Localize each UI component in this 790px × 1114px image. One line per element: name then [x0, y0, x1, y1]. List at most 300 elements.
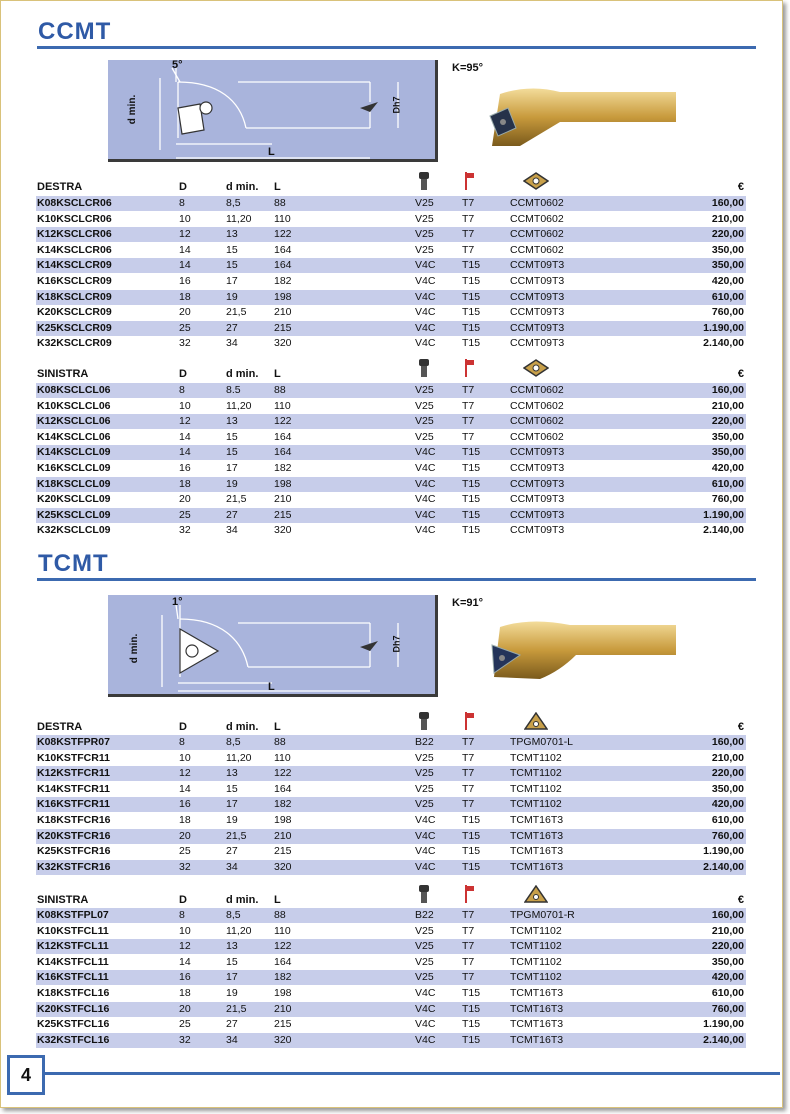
row-dmin: 11,20 [226, 751, 252, 764]
row-l: 182 [274, 462, 292, 474]
table-row [36, 212, 746, 227]
header-currency: € [737, 368, 744, 380]
row-dmin: 15 [226, 430, 238, 443]
header-d: D [179, 368, 187, 380]
table-row [36, 321, 746, 336]
row-d: 8 [179, 197, 185, 209]
header-name: SINISTRA [37, 368, 89, 380]
row-key: T15 [462, 1002, 481, 1015]
row-insert: CCMT09T3 [510, 477, 565, 490]
row-price: 610,00 [711, 477, 744, 490]
row-key: T7 [462, 767, 475, 780]
row-code: K16KSTFCR11 [37, 798, 110, 811]
row-code: K12KSCLCL06 [37, 415, 111, 428]
row-key: T7 [462, 751, 475, 764]
row-code: K14KSCLCL09 [37, 446, 111, 459]
row-d: 8 [179, 384, 185, 396]
row-screw: V4C [415, 337, 436, 350]
row-screw: B22 [415, 736, 434, 748]
angle-label: 1° [172, 596, 183, 608]
length-label: L [268, 146, 275, 158]
angle-label: 5° [172, 59, 183, 71]
insert-triangle-icon [524, 885, 548, 903]
row-price: 210,00 [711, 751, 744, 764]
row-key: T15 [462, 860, 481, 873]
row-code: K08KSTFPL07 [37, 909, 109, 921]
row-key: T15 [462, 524, 481, 537]
row-key: T15 [462, 290, 481, 303]
row-insert: CCMT09T3 [510, 259, 565, 272]
row-screw: V25 [415, 751, 434, 764]
row-insert: TCMT16T3 [510, 829, 564, 842]
table-header [36, 893, 746, 908]
row-l: 182 [274, 971, 292, 984]
table-row [36, 477, 746, 492]
row-key: T15 [462, 829, 481, 842]
row-code: K08KSCLCL06 [37, 384, 111, 396]
row-d: 25 [179, 1018, 191, 1031]
dmin-label: d min. [127, 94, 139, 125]
row-code: K10KSCLCR06 [37, 212, 112, 225]
row-key: T7 [462, 909, 475, 921]
row-key: T15 [462, 845, 481, 858]
row-d: 20 [179, 1002, 191, 1015]
row-l: 110 [274, 399, 291, 412]
row-key: T7 [462, 430, 475, 443]
row-l: 198 [274, 987, 292, 999]
row-key: T7 [462, 782, 475, 795]
table-row [36, 735, 746, 750]
section-title-ccmt: CCMT [38, 18, 112, 45]
row-code: K14KSCLCR06 [37, 243, 112, 256]
row-insert: CCMT0602 [510, 212, 564, 225]
header-dmin: d min. [226, 368, 259, 380]
key-icon [464, 885, 476, 903]
row-code: K20KSTFCL16 [37, 1002, 110, 1015]
row-d: 12 [179, 767, 191, 780]
row-price: 760,00 [711, 829, 744, 842]
row-dmin: 15 [226, 782, 238, 795]
row-key: T15 [462, 462, 481, 474]
k-angle-label: K=95° [452, 62, 484, 74]
row-dmin: 27 [226, 845, 238, 858]
row-code: K10KSTFCL11 [37, 924, 109, 937]
table-row [36, 336, 746, 351]
row-insert: CCMT09T3 [510, 337, 565, 350]
row-screw: V4C [415, 477, 436, 490]
row-d: 10 [179, 751, 191, 764]
row-insert: CCMT0602 [510, 243, 564, 256]
header-dmin: d min. [226, 721, 259, 733]
row-dmin: 11,20 [226, 399, 252, 412]
dh7-label: Dh7 [391, 635, 402, 653]
row-dmin: 34 [226, 860, 238, 873]
row-insert: TPGM0701-R [510, 909, 575, 921]
row-dmin: 13 [226, 940, 238, 953]
row-price: 350,00 [711, 243, 744, 256]
row-price: 420,00 [711, 275, 744, 287]
row-dmin: 8,5 [226, 736, 241, 748]
table-row [36, 414, 746, 429]
row-price: 760,00 [711, 306, 744, 319]
row-insert: TCMT1102 [510, 940, 562, 953]
section-title-tcmt: TCMT [38, 550, 109, 577]
row-key: T15 [462, 814, 481, 826]
row-insert: CCMT0602 [510, 430, 564, 443]
row-screw: V4C [415, 1018, 436, 1031]
row-key: T15 [462, 493, 481, 506]
table-row [36, 955, 746, 970]
row-code: K18KSTFCL16 [37, 987, 110, 999]
row-d: 32 [179, 1033, 191, 1046]
row-insert: CCMT09T3 [510, 446, 565, 459]
row-insert: CCMT09T3 [510, 493, 565, 506]
row-l: 215 [274, 508, 292, 521]
row-screw: B22 [415, 909, 434, 921]
table-row [36, 243, 746, 258]
row-price: 760,00 [711, 493, 744, 506]
row-dmin: 8.5 [226, 384, 241, 396]
row-key: T15 [462, 1033, 481, 1046]
row-insert: CCMT0602 [510, 415, 564, 428]
row-dmin: 15 [226, 446, 238, 459]
row-code: K16KSCLCL09 [37, 462, 111, 474]
header-dmin: d min. [226, 181, 259, 193]
row-d: 20 [179, 493, 191, 506]
row-code: K18KSCLCL09 [37, 477, 111, 490]
row-price: 610,00 [711, 290, 744, 303]
row-screw: V4C [415, 814, 436, 826]
row-l: 88 [274, 384, 286, 396]
row-code: K32KSCLCR09 [37, 337, 112, 350]
row-key: T7 [462, 243, 475, 256]
row-d: 14 [179, 955, 191, 968]
row-d: 25 [179, 845, 191, 858]
row-code: K25KSTFCR16 [37, 845, 111, 858]
row-code: K20KSTFCR16 [37, 829, 111, 842]
table-row [36, 196, 746, 211]
row-l: 110 [274, 212, 291, 225]
header-l: L [274, 894, 281, 906]
row-screw: V4C [415, 446, 436, 459]
row-dmin: 27 [226, 321, 238, 334]
row-price: 1.190,00 [703, 1018, 744, 1031]
row-d: 14 [179, 259, 191, 272]
row-l: 320 [274, 337, 292, 350]
table-row [36, 290, 746, 305]
row-l: 122 [274, 940, 292, 953]
row-l: 164 [274, 430, 292, 443]
row-l: 122 [274, 228, 292, 241]
row-screw: V4C [415, 321, 436, 334]
row-code: K18KSCLCR09 [37, 290, 112, 303]
row-dmin: 19 [226, 814, 238, 826]
header-currency: € [737, 721, 744, 733]
row-d: 32 [179, 524, 191, 537]
row-l: 164 [274, 782, 292, 795]
table-row [36, 305, 746, 320]
row-code: K16KSTFCL11 [37, 971, 109, 984]
row-insert: CCMT0602 [510, 399, 564, 412]
row-screw: V25 [415, 924, 434, 937]
row-screw: V25 [415, 955, 434, 968]
header-name: DESTRA [37, 181, 83, 193]
row-key: T15 [462, 259, 481, 272]
row-d: 16 [179, 275, 191, 287]
row-d: 12 [179, 228, 191, 241]
row-dmin: 21,5 [226, 306, 247, 319]
table-row [36, 797, 746, 812]
row-screw: V4C [415, 493, 436, 506]
header-name: DESTRA [37, 721, 83, 733]
row-code: K32KSTFCL16 [37, 1033, 110, 1046]
table-row [36, 860, 746, 875]
header-currency: € [737, 181, 744, 193]
row-dmin: 19 [226, 290, 238, 303]
row-d: 18 [179, 477, 191, 490]
row-l: 215 [274, 1018, 292, 1031]
row-insert: TCMT16T3 [510, 987, 564, 999]
row-d: 12 [179, 940, 191, 953]
screw-icon [418, 359, 430, 377]
row-l: 210 [274, 1002, 292, 1015]
row-insert: TCMT16T3 [510, 860, 564, 873]
row-code: K14KSTFCL11 [37, 955, 109, 968]
key-icon [464, 172, 476, 190]
row-key: T7 [462, 736, 475, 748]
row-d: 14 [179, 782, 191, 795]
row-code: K20KSCLCR09 [37, 306, 112, 319]
row-l: 198 [274, 814, 292, 826]
row-screw: V25 [415, 228, 434, 241]
row-code: K08KSTFPR07 [37, 736, 110, 748]
header-currency: € [737, 894, 744, 906]
row-d: 12 [179, 415, 191, 428]
row-d: 25 [179, 508, 191, 521]
row-price: 210,00 [711, 924, 744, 937]
row-screw: V25 [415, 243, 434, 256]
row-d: 20 [179, 829, 191, 842]
row-d: 10 [179, 924, 191, 937]
row-insert: TCMT1102 [510, 924, 562, 937]
row-d: 25 [179, 321, 191, 334]
row-price: 2.140,00 [703, 1033, 744, 1046]
row-key: T7 [462, 399, 475, 412]
row-insert: CCMT09T3 [510, 290, 565, 303]
row-d: 8 [179, 909, 185, 921]
tool-diagram-tcmt [108, 595, 438, 697]
header-l: L [274, 721, 281, 733]
row-screw: V4C [415, 275, 436, 287]
row-insert: TCMT1102 [510, 751, 562, 764]
key-icon [464, 712, 476, 730]
row-dmin: 13 [226, 415, 238, 428]
row-code: K14KSCLCL06 [37, 430, 111, 443]
row-d: 16 [179, 462, 191, 474]
row-screw: V25 [415, 798, 434, 811]
key-icon [464, 359, 476, 377]
row-code: K12KSTFCR11 [37, 767, 110, 780]
screw-icon [418, 712, 430, 730]
table-row [36, 492, 746, 507]
row-key: T7 [462, 197, 475, 209]
row-key: T7 [462, 228, 475, 241]
table-row [36, 461, 746, 476]
row-dmin: 8,5 [226, 909, 241, 921]
row-screw: V4C [415, 860, 436, 873]
row-dmin: 21,5 [226, 493, 247, 506]
row-code: K10KSCLCL06 [37, 399, 111, 412]
row-code: K16KSCLCR09 [37, 275, 112, 287]
row-price: 220,00 [711, 767, 744, 780]
row-key: T7 [462, 798, 475, 811]
row-insert: CCMT09T3 [510, 321, 565, 334]
row-screw: V25 [415, 212, 434, 225]
row-price: 2.140,00 [703, 337, 744, 350]
row-key: T7 [462, 971, 475, 984]
row-dmin: 27 [226, 508, 238, 521]
table-row [36, 924, 746, 939]
tool-photo-tcmt [480, 615, 680, 685]
table-row [36, 766, 746, 781]
row-d: 16 [179, 971, 191, 984]
row-l: 88 [274, 736, 286, 748]
row-code: K25KSTFCL16 [37, 1018, 110, 1031]
row-price: 350,00 [711, 259, 744, 272]
table-row [36, 445, 746, 460]
row-screw: V4C [415, 259, 436, 272]
table-row [36, 274, 746, 289]
row-insert: TPGM0701-L [510, 736, 574, 748]
tool-photo-ccmt [480, 84, 680, 154]
header-name: SINISTRA [37, 894, 89, 906]
row-d: 16 [179, 798, 191, 811]
row-code: K10KSTFCR11 [37, 751, 110, 764]
row-price: 160,00 [711, 197, 744, 209]
row-l: 210 [274, 306, 292, 319]
row-l: 110 [274, 751, 291, 764]
row-price: 1.190,00 [703, 845, 744, 858]
row-screw: V25 [415, 782, 434, 795]
row-screw: V4C [415, 1033, 436, 1046]
insert-rhombus-icon [523, 172, 549, 190]
table-row [36, 1002, 746, 1017]
row-d: 20 [179, 306, 191, 319]
row-price: 610,00 [711, 814, 744, 826]
row-insert: TCMT1102 [510, 767, 562, 780]
row-d: 14 [179, 243, 191, 256]
dmin-label: d min. [129, 633, 141, 664]
table-row [36, 751, 746, 766]
row-price: 160,00 [711, 909, 744, 921]
row-insert: CCMT0602 [510, 384, 564, 396]
table-row [36, 258, 746, 273]
row-insert: CCMT0602 [510, 228, 564, 241]
row-l: 164 [274, 243, 292, 256]
row-d: 14 [179, 446, 191, 459]
row-code: K18KSTFCR16 [37, 814, 111, 826]
header-d: D [179, 894, 187, 906]
header-dmin: d min. [226, 894, 259, 906]
row-code: K12KSTFCL11 [37, 940, 109, 953]
row-key: T7 [462, 384, 475, 396]
row-dmin: 19 [226, 987, 238, 999]
table-row [36, 227, 746, 242]
table-row [36, 813, 746, 828]
row-insert: CCMT09T3 [510, 306, 565, 319]
insert-rhombus-icon [523, 359, 549, 377]
row-key: T7 [462, 940, 475, 953]
row-code: K14KSCLCR09 [37, 259, 112, 272]
row-l: 164 [274, 446, 292, 459]
row-d: 32 [179, 337, 191, 350]
section-rule [37, 578, 756, 581]
row-screw: V25 [415, 767, 434, 780]
row-code: K08KSCLCR06 [37, 197, 112, 209]
row-dmin: 13 [226, 767, 238, 780]
row-key: T15 [462, 508, 481, 521]
header-l: L [274, 181, 281, 193]
table-row [36, 908, 746, 923]
row-l: 88 [274, 909, 286, 921]
row-price: 1.190,00 [703, 321, 744, 334]
row-l: 110 [274, 924, 291, 937]
row-code: K25KSCLCR09 [37, 321, 112, 334]
row-code: K20KSCLCL09 [37, 493, 111, 506]
row-price: 2.140,00 [703, 524, 744, 537]
page-number: 4 [7, 1055, 45, 1095]
row-price: 220,00 [711, 415, 744, 428]
table-row [36, 970, 746, 985]
header-d: D [179, 721, 187, 733]
row-d: 32 [179, 860, 191, 873]
row-key: T15 [462, 275, 481, 287]
row-screw: V4C [415, 829, 436, 842]
row-code: K32KSCLCL09 [37, 524, 111, 537]
row-code: K32KSTFCR16 [37, 860, 111, 873]
row-price: 160,00 [711, 736, 744, 748]
table-row [36, 986, 746, 1001]
row-l: 122 [274, 767, 292, 780]
row-d: 18 [179, 290, 191, 303]
row-screw: V4C [415, 508, 436, 521]
row-price: 350,00 [711, 955, 744, 968]
row-insert: TCMT1102 [510, 955, 562, 968]
row-price: 210,00 [711, 399, 744, 412]
row-l: 122 [274, 415, 292, 428]
row-key: T15 [462, 321, 481, 334]
row-dmin: 21,5 [226, 829, 247, 842]
header-d: D [179, 181, 187, 193]
row-screw: V25 [415, 384, 434, 396]
row-price: 220,00 [711, 228, 744, 241]
row-insert: TCMT16T3 [510, 1002, 564, 1015]
row-price: 610,00 [711, 987, 744, 999]
row-screw: V4C [415, 524, 436, 537]
row-code: K14KSTFCR11 [37, 782, 110, 795]
insert-triangle-icon [524, 712, 548, 730]
row-insert: CCMT0602 [510, 197, 564, 209]
row-l: 198 [274, 477, 292, 490]
row-screw: V25 [415, 197, 434, 209]
row-price: 350,00 [711, 782, 744, 795]
table-row [36, 782, 746, 797]
row-dmin: 11,20 [226, 924, 252, 937]
row-insert: TCMT1102 [510, 782, 562, 795]
row-screw: V4C [415, 306, 436, 319]
row-price: 1.190,00 [703, 508, 744, 521]
row-key: T7 [462, 212, 475, 225]
